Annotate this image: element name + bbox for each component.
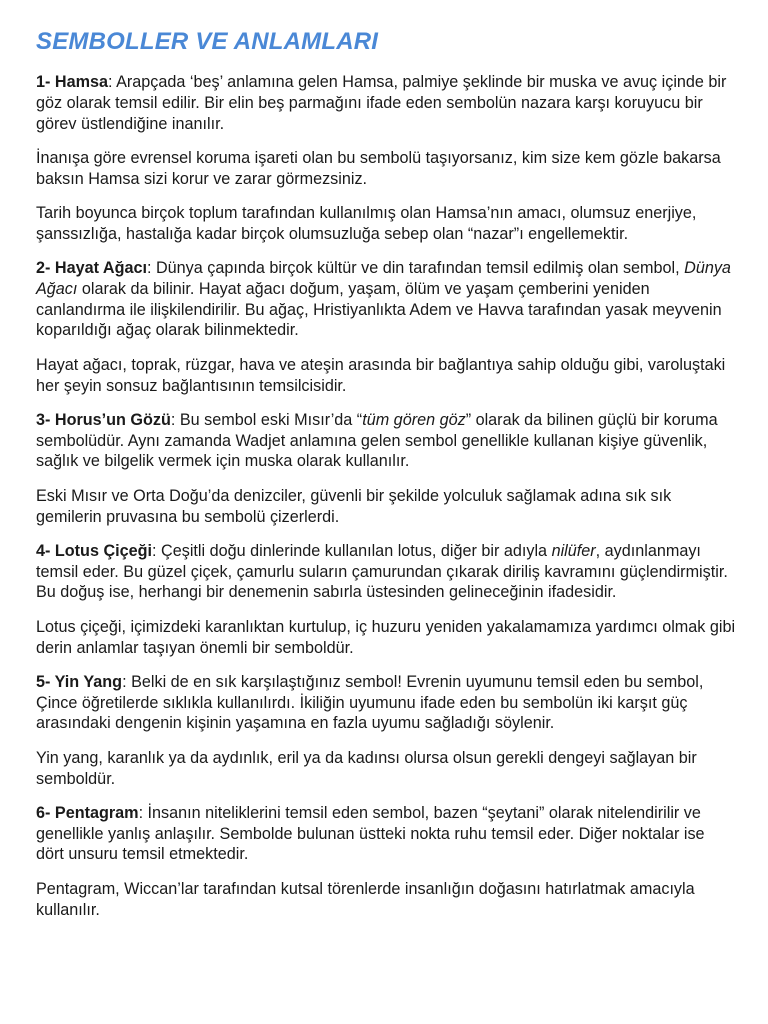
paragraph-text: Tarih boyunca birçok toplum tarafından kullanılmış olan Hamsa’nın amacı, olumsuz enerjiye, şanssızlığa, hastalığa kadar birçok olumsuzluğa sebep olan “nazar”ı engellemektir. [36,203,697,243]
emphasized-text: tüm gören göz [362,410,466,429]
section-paragraph [36,748,736,790]
section-intro-paragraph [36,258,736,341]
symbol-term: 2- Hayat Ağacı [36,259,147,278]
section-intro-paragraph [36,541,736,603]
paragraph-text: Hayat ağacı, toprak, rüzgar, hava ve ateşin arasında bir bağlantıya sahip olduğu gibi, varoluştaki her şeyin sonsuz bağlantısının temsilcisidir. [36,355,726,395]
paragraph-text: Pentagram, Wiccan’lar tarafından kutsal törenlerde insanlığın doğasını hatırlatmak amacıyla kullanılır. [36,879,695,919]
symbol-term: 6- Pentagram [36,803,139,822]
paragraph-text: : İnsanın niteliklerini temsil eden sembol, bazen “şeytani” olarak nitelendirilir ve genellikle yanlış anlaşılır. Sembolde bulunan üstteki nokta ruhu temsil eder. Diğer noktalar ise dört unsuru temsil etmektedir. [36,803,705,864]
section-paragraph [36,355,736,397]
section-paragraph [36,879,736,921]
paragraph-text: : Bu sembol eski Mısır’da “ [170,410,363,429]
paragraph-text: , aydınlanmayı temsil eder. Bu güzel çiçek, çamurlu suların çamurundan çıkarak diriliş kavramını güçlendirmiştir. Bu doğuş ise, herhangi bir denemenin sabırla üstesinden gelineceğinin ifadesidir. [36,541,728,602]
section-intro-paragraph [36,410,736,472]
paragraph-text: : Arapçada ‘beş’ anlamına gelen Hamsa, palmiye şeklinde bir muska ve avuç içinde bir göz olarak temsil edilir. Bir elin beş parmağını ifade eden sembolün nazara karşı koruyucu bir görev üstlendiğine inanılır. [36,73,727,133]
symbol-term: 4- Lotus Çiçeği [36,541,153,560]
symbol-term: 3- Horus’un Gözü [36,410,171,429]
symbol-term: 1- Hamsa [36,73,108,91]
emphasized-text: nilüfer [551,541,596,560]
section-intro-paragraph [36,672,736,734]
paragraph-text: : Çeşitli doğu dinlerinde kullanılan lotus, diğer bir adıyla [152,541,552,560]
paragraph-text: İnanışa göre evrensel koruma işareti olan bu sembolü taşıyorsanız, kim size kem gözle bakarsa baksın Hamsa sizi korur ve zarar görmezsiniz. [36,148,721,188]
document-body [36,72,736,920]
document-page [36,26,736,934]
paragraph-text: ” olarak da bilinen güçlü bir koruma sembolüdür. Aynı zamanda Wadjet anlamına gelen sembol genellikle kullanan kişiye güvenlik, sağlık ve bilgelik vermek için muska olarak kullanılır. [36,410,718,471]
section-intro-paragraph [36,803,736,865]
section-paragraph [36,617,736,659]
document-title: SEMBOLLER VE ANLAMLARI [36,28,379,55]
emphasized-text: Dünya Ağacı [36,259,731,298]
paragraph-text: olarak da bilinir. Hayat ağacı doğum, yaşam, ölüm ve yaşam çemberini yeniden canlandırma ile ilişkilendirilir. Bu ağaç, Hristiyanlıkta Adem ve Havva tarafından yasak meyvenin koparıldığı ağaç olarak bilinmektedir. [36,279,722,340]
section-intro-paragraph [36,72,736,134]
section-paragraph [36,148,736,190]
paragraph-text: : Belki de en sık karşılaştığınız sembol! Evrenin uyumunu temsil eden bu sembol, Çince öğretilerde sıklıkla kullanılırdı. İkiliğin uyumunu ifade eden bu sembolün iki karşıt güç arasındaki dengenin kişinin yaşamına en fazla uyumu sağladığı söylenir. [36,672,704,733]
symbol-term: 5- Yin Yang [36,672,123,691]
section-paragraph [36,203,736,245]
paragraph-text: : Dünya çapında birçok kültür ve din tarafından temsil edilmiş olan sembol, [146,259,685,278]
paragraph-text: Lotus çiçeği, içimizdeki karanlıktan kurtulup, iç huzuru yeniden yakalamamıza yardımcı olmak gibi derin anlamlar taşıyan önemli bir semboldür. [36,617,736,657]
paragraph-text: Eski Mısır ve Orta Doğu’da denizciler, güvenli bir şekilde yolculuk sağlamak adına sık sık gemilerin pruvasına bu sembolü çizerlerdi. [36,486,672,526]
section-paragraph [36,486,736,528]
paragraph-text: Yin yang, karanlık ya da aydınlık, eril ya da kadınsı olursa olsun gerekli dengeyi sağlayan bir semboldür. [36,748,697,788]
